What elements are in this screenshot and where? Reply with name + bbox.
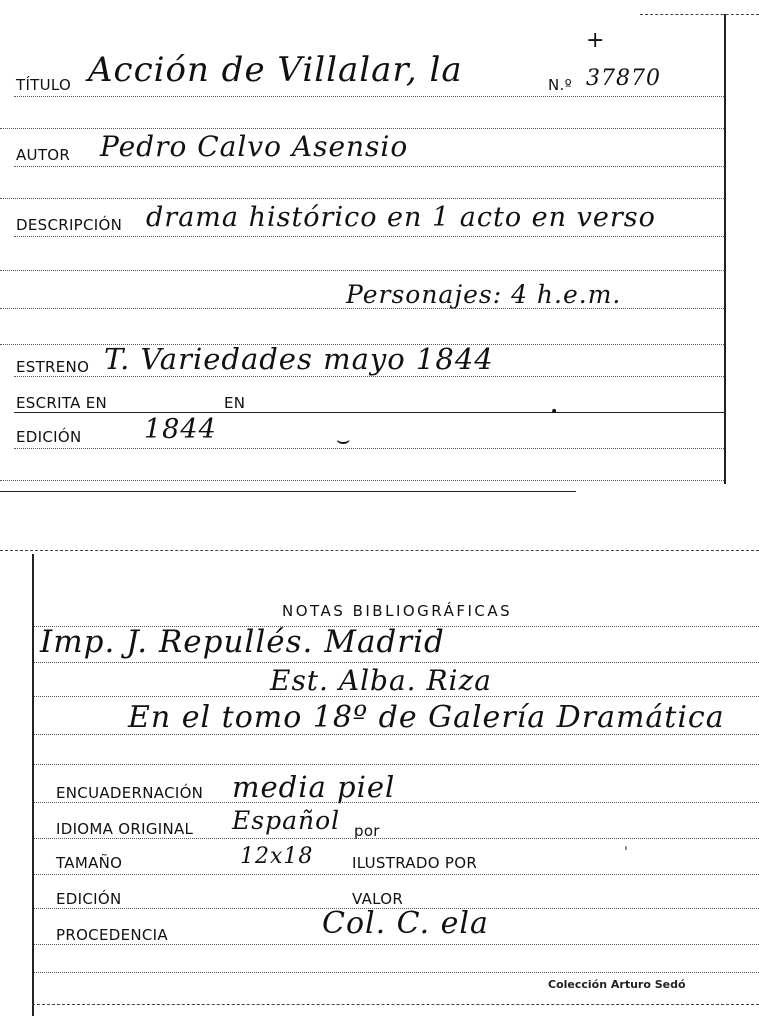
procedencia-label: PROCEDENCIA: [56, 926, 168, 944]
encuadernacion-value: media piel: [232, 770, 396, 804]
rule-encuadernacion: [34, 802, 759, 803]
rule-blank-3: [0, 270, 724, 271]
ink-dot: •: [550, 404, 559, 420]
card-left-border: [32, 554, 34, 1016]
rule-personajes: [0, 308, 724, 309]
estreno-label: ESTRENO: [16, 358, 90, 376]
en-label: EN: [224, 394, 246, 412]
rule-procedencia: [34, 944, 759, 945]
plus-mark: +: [586, 28, 605, 53]
rule-idioma: [34, 838, 759, 839]
edicion-label-bottom: EDICIÓN: [56, 890, 122, 908]
collection-footer: Colección Arturo Sedó: [548, 978, 686, 991]
edicion-value-top: 1844: [144, 414, 217, 445]
idioma-value: Español: [232, 806, 341, 835]
rule-blank-5: [34, 764, 759, 765]
por-label: por: [354, 822, 380, 840]
card-right-border: [724, 14, 726, 484]
procedencia-value: Col. C. ela: [322, 906, 489, 941]
catalog-card-top: [0, 0, 759, 500]
card-bottom-edge: [32, 1004, 759, 1005]
autor-label: AUTOR: [16, 146, 71, 164]
card-top-edge: [0, 550, 759, 551]
card-bottom-edge: [0, 491, 576, 492]
rule-autor: [14, 166, 724, 167]
catalog-card-bottom: [0, 540, 759, 1028]
rule-edicion: [14, 448, 724, 449]
rule-blank-1: [0, 128, 724, 129]
stamp-smudge: ⌣: [336, 428, 351, 453]
rule-descripcion: [14, 236, 724, 237]
encuadernacion-label: ENCUADERNACIÓN: [56, 784, 204, 802]
estreno-value: T. Variedades mayo 1844: [104, 342, 494, 376]
card-top-edge: [640, 14, 759, 15]
tamano-label: TAMAÑO: [56, 854, 123, 872]
notas-heading: NOTAS BIBLIOGRÁFICAS: [282, 602, 513, 620]
ink-tick: ˌ: [624, 836, 628, 852]
rule-escrita: [14, 412, 724, 413]
personajes-value: Personajes: 4 h.e.m.: [346, 280, 622, 309]
escrita-label: ESCRITA EN: [16, 394, 108, 412]
rule-blank-2: [0, 198, 724, 199]
titulo-value: Acción de Villalar, la: [88, 50, 463, 90]
ilustrado-label: ILUSTRADO POR: [352, 854, 478, 872]
descripcion-label: DESCRIPCIÓN: [16, 216, 123, 234]
descripcion-value: drama histórico en 1 acto en verso: [146, 202, 656, 233]
rule-bottom-2: [34, 972, 759, 973]
rule-note-1: [34, 662, 759, 663]
rule-bottom-1: [0, 480, 724, 481]
note-line-2: Est. Alba. Riza: [270, 664, 492, 697]
rule-tamano: [34, 874, 759, 875]
tamano-value: 12x18: [240, 844, 314, 869]
titulo-label: TÍTULO: [16, 76, 72, 94]
autor-value: Pedro Calvo Asensio: [100, 130, 409, 163]
numero-value: 37870: [586, 66, 661, 91]
numero-label: N.º: [548, 76, 572, 94]
rule-titulo: [14, 96, 724, 97]
edicion-label-top: EDICIÓN: [16, 428, 82, 446]
rule-note-3: [34, 734, 759, 735]
note-line-1: Imp. J. Repullés. Madrid: [40, 624, 445, 660]
valor-label: VALOR: [352, 890, 404, 908]
note-line-3: En el tomo 18º de Galería Dramática: [128, 700, 725, 735]
rule-note-2: [34, 696, 759, 697]
idioma-label: IDIOMA ORIGINAL: [56, 820, 194, 838]
rule-estreno: [14, 376, 724, 377]
